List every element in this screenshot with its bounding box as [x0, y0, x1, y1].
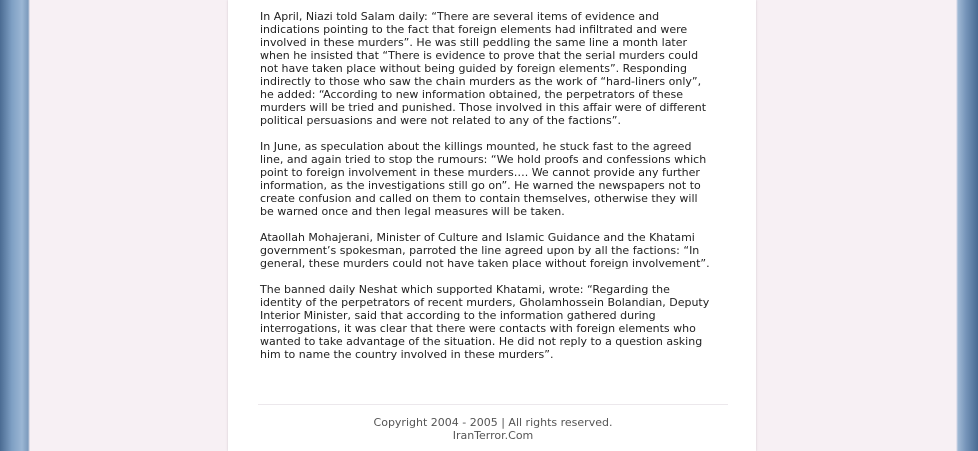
article-paragraph: The banned daily Neshat which supported Khatami, wrote: “Regarding the identity of the perpetrators of recent murders, Gholamhossein Bolandian, Deputy Interior Minister, said that according to the information gathered during interrogations, it was clear that there were contacts with foreign elements who wanted to take advantage of the situation. He did not reply to a question asking him to name the country involved in these murders”.: [260, 283, 710, 361]
footer: [258, 416, 728, 442]
article-paragraph: Ataollah Mohajerani, Minister of Culture and Islamic Guidance and the Khatami government’s spokesman, parroted the line agreed upon by all the factions: “In general, these murders could not have taken place without foreign involvement”.: [260, 231, 710, 270]
copyright-text: Copyright 2004 - 2005 | All rights reserved.: [373, 416, 613, 429]
article-paragraph: In April, Niazi told Salam daily: “There are several items of evidence and indications pointing to the fact that foreign elements had infiltrated and were involved in these murders”. He was still peddling the same line a month later when he insisted that “There is evidence to prove that the serial murders could not have taken place without being guided by foreign elements”. Responding indirectly to those who saw the chain murders as the work of “hard-liners only”, he added: “According to new information obtained, the perpetrators of these murders will be tried and punished. Those involved in this affair were of different political persuasions and were not related to any of the factions”.: [260, 10, 707, 127]
article-body: [260, 10, 730, 374]
site-name: IranTerror.Com: [452, 429, 534, 442]
window-frame-right: [956, 0, 978, 451]
footer-divider: [258, 404, 728, 405]
article-paragraph: In June, as speculation about the killings mounted, he stuck fast to the agreed line, and again tried to stop the rumours: “We hold proofs and confessions which point to foreign involvement in these murders…. We cannot provide any further information, as the investigations still go on”. He warned the newspapers not to create confusion and called on them to contain themselves, otherwise they will be warned once and then legal measures will be taken.: [260, 140, 707, 218]
